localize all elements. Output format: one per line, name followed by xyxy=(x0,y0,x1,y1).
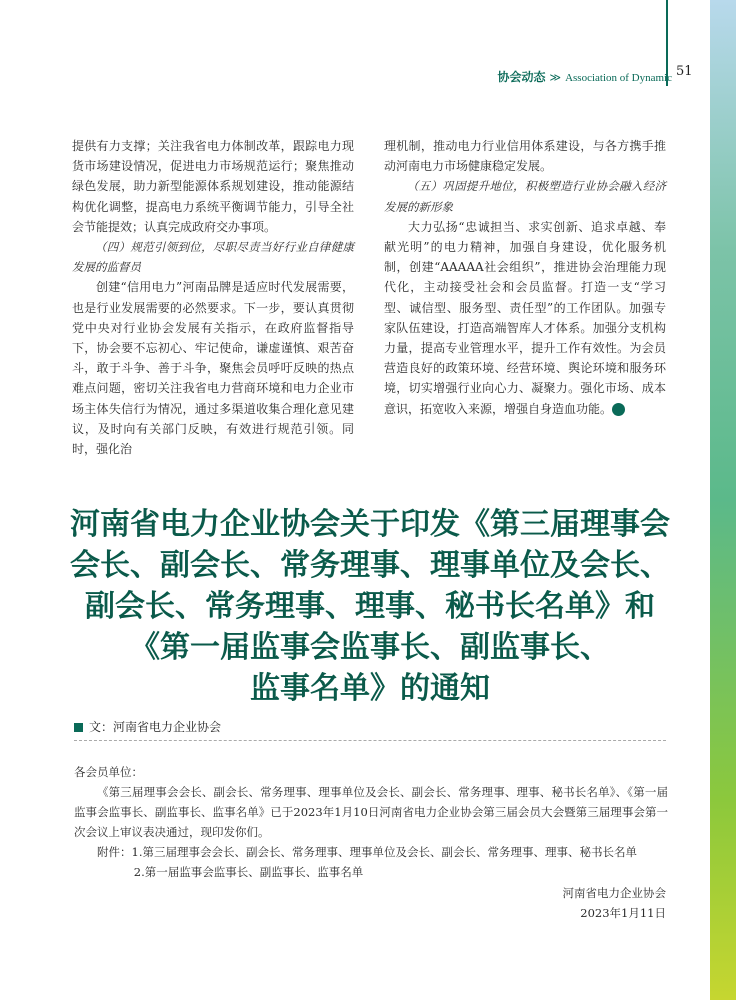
right-column xyxy=(384,136,666,419)
notice-body xyxy=(74,762,668,882)
attachment-item: 附件：1.第三届理事会会长、副会长、常务理事、理事单位及会长、副会长、常务理事、理事、秘书长名单 xyxy=(97,845,637,859)
double-chevron-icon: ≫ xyxy=(549,71,562,84)
title-line: 河南省电力企业协会关于印发《第三届理事会 xyxy=(70,507,670,542)
attachment-item: 2.第一届监事会监事长、副监事长、监事名单 xyxy=(133,865,364,879)
subheading: （四）规范引领到位，尽职尽责当好行业自律健康发展的监督员 xyxy=(72,240,354,275)
paragraph-text: 大力弘扬“忠诚担当、求实创新、追求卓越、奉献光明”的电力精神，加强自身建设，优化服务机制，创建“AAAAA社会组织”，推进协会治理能力现代化，主动接受社会和会员监督。打造一支“学习型、诚信型、服务型、责任型”的工作团队。加强专家队伍建设，打造高端智库人才体系。加强分支机构力量，提高专业管理水平，提升工作有效性。为会员营造良好的政策环境、经营环境、舆论环境和服务环境，切实增强行业向心力、凝聚力。强化市场、成本意识，拓宽收入来源，增强自身造血功能。 xyxy=(384,219,666,416)
dashed-divider xyxy=(74,740,666,741)
signature-block xyxy=(563,883,667,923)
section-title-en: Association of Dynamic xyxy=(565,72,672,84)
paragraph: 创建“信用电力”河南品牌是适应时代发展需要，也是行业发展需要的必然要求。下一步，要认真贯彻党中央对行业协会发展有关指示，在政府监督指导下，协会要不忘初心、牢记使命，谦虚谨慎、艰苦奋斗，敢于斗争、善于斗争，聚焦会员呼吁反映的热点难点问题，密切关注我省电力营商环境和电力企业市场主体失信行为情况，通过多渠道收集合理化意见建议，及时向有关部门反映，有效进行规范引领。同时，强化治 xyxy=(72,280,354,457)
page-number: 51 xyxy=(676,64,693,79)
title-line: 副会长、常务理事、理事、秘书长名单》和 xyxy=(85,589,655,624)
decorative-gradient-bar xyxy=(710,0,736,1000)
title-line: 监事名单》的通知 xyxy=(250,671,490,706)
section-title: 协会动态 xyxy=(497,70,546,84)
subheading: （五）巩固提升地位，积极塑造行业协会融入经济发展的新形象 xyxy=(384,179,666,214)
salutation: 各会员单位： xyxy=(74,765,143,779)
byline-text: 文：河南省电力企业协会 xyxy=(89,720,222,734)
signature-org: 河南省电力企业协会 xyxy=(562,886,666,900)
signature-date: 2023年1月11日 xyxy=(580,906,666,920)
article-title xyxy=(60,504,680,709)
title-line: 会长、副会长、常务理事、理事单位及会长、 xyxy=(70,548,670,583)
notice-paragraph: 《第三届理事会会长、副会长、常务理事、理事单位及会长、副会长、常务理事、理事、秘书长名单》、《第一届监事会监事长、副监事长、监事名单》已于2023年1月10日河南省电力企业协会第三届会员大会暨第三届理事会第一次会议上审议表决通过，现印发你们。 xyxy=(74,785,668,839)
paragraph xyxy=(384,217,666,419)
square-bullet-icon xyxy=(74,723,83,732)
byline xyxy=(74,718,221,735)
title-line: 《第一届监事会监事长、副监事长、 xyxy=(130,630,610,665)
paragraph: 理机制，推动电力行业信用体系建设，与各方携手推动河南电力市场健康稳定发展。 xyxy=(384,139,666,174)
article-end-icon: C xyxy=(612,403,625,416)
running-header xyxy=(498,66,672,85)
paragraph: 提供有力支撑；关注我省电力体制改革，跟踪电力现货市场建设情况，促进电力市场规范运行；聚焦推动绿色发展，助力新型能源体系规划建设，推动能源结构优化调整，提高电力系统平衡调节能力，引导全社会节能提效；认真完成政府交办事项。 xyxy=(72,139,354,234)
left-column xyxy=(72,136,354,459)
